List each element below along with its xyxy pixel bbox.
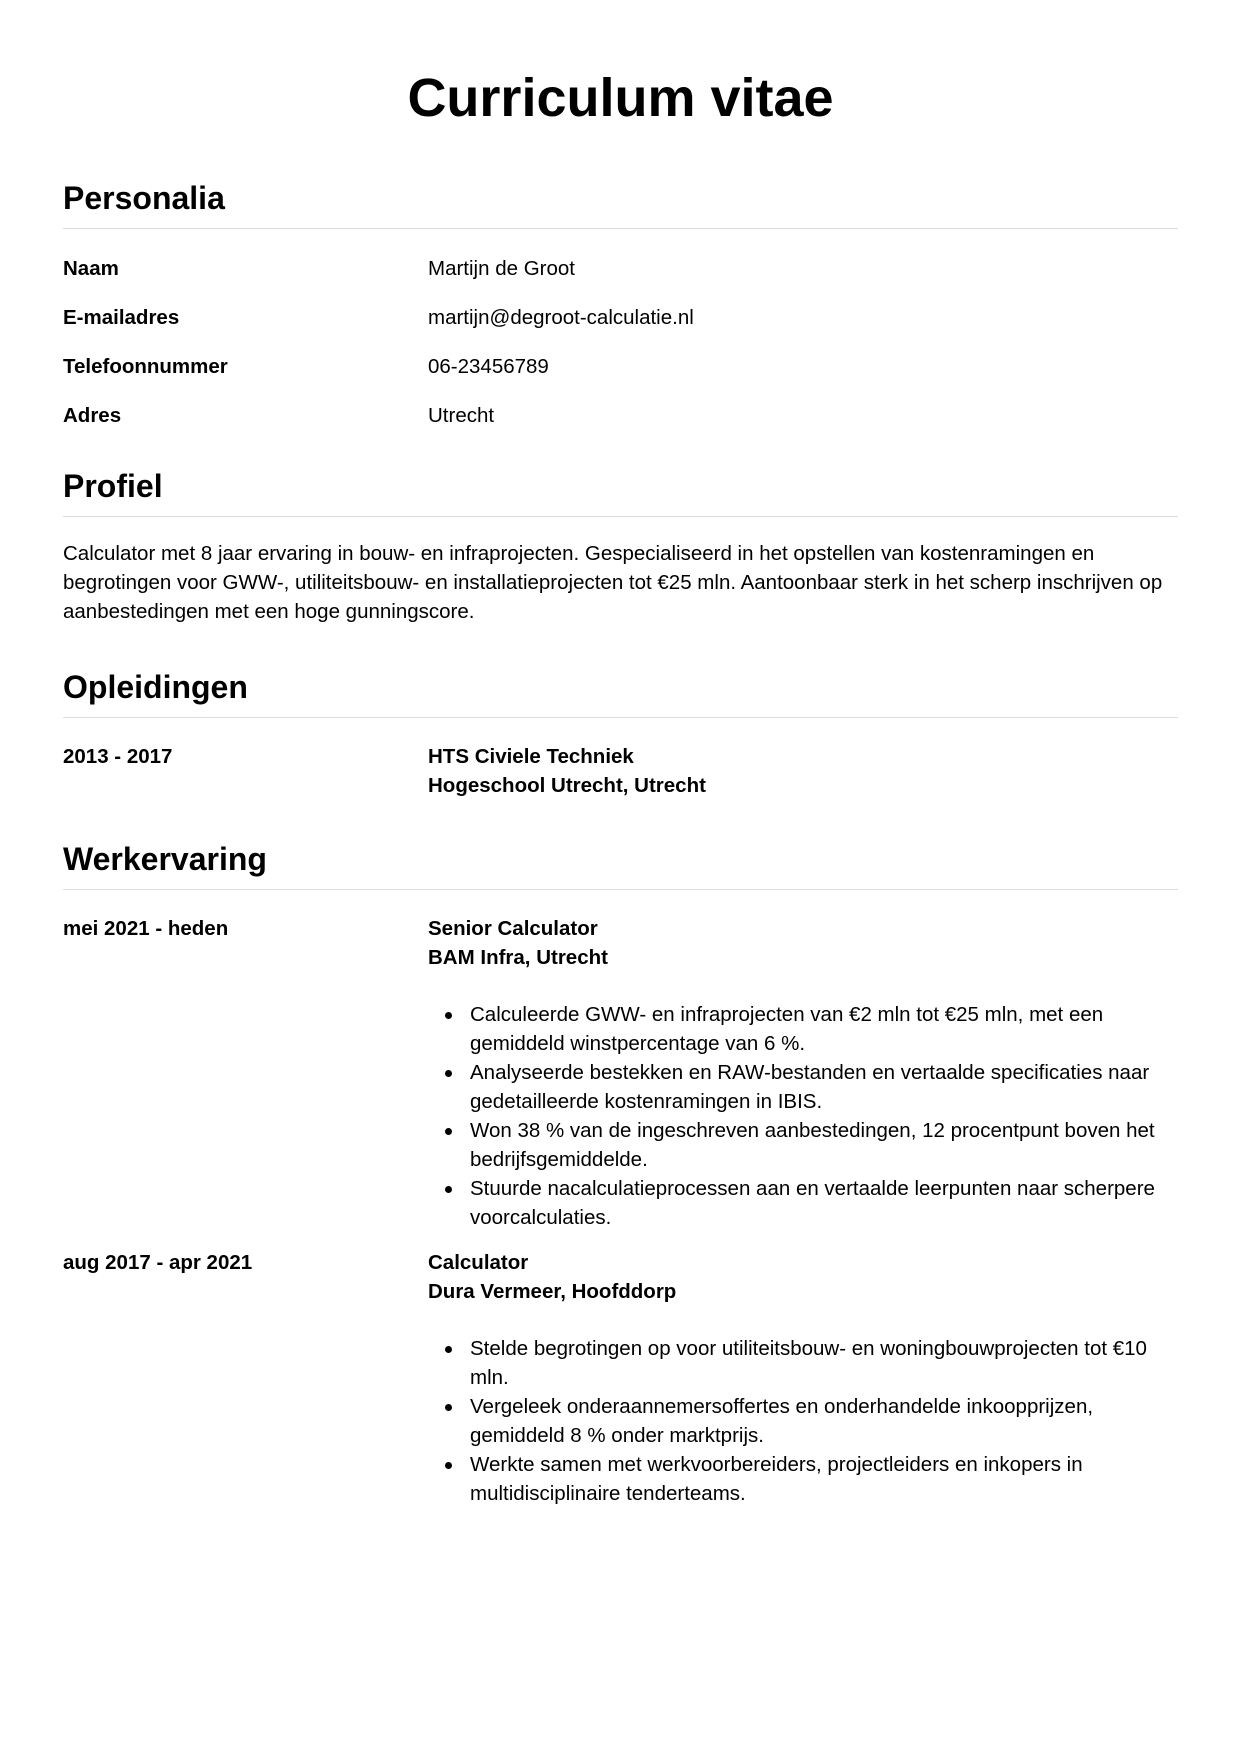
list-item xyxy=(428,1392,1178,1450)
section-heading-werkervaring: Werkervaring xyxy=(63,841,267,877)
bullet-dot-icon xyxy=(445,1070,452,1077)
job-entry xyxy=(63,1248,1178,1508)
field-row-address xyxy=(63,402,1178,430)
field-value-address: Utrecht xyxy=(428,404,495,427)
job-details xyxy=(428,1248,1178,1508)
bullet-text: Analyseerde bestekken en RAW-bestanden en vertaalde specificaties naar gedetailleerde kostenramingen in IBIS. xyxy=(470,1061,1150,1113)
personalia-fields xyxy=(63,255,1178,430)
bullet-dot-icon xyxy=(445,1012,452,1019)
field-row-email xyxy=(63,304,1178,332)
education-entry xyxy=(63,742,1178,800)
list-item xyxy=(428,1000,1178,1058)
section-divider xyxy=(63,889,1178,890)
section-heading-profiel: Profiel xyxy=(63,468,163,504)
field-row-phone xyxy=(63,353,1178,381)
field-value-email: martijn@degroot-calculatie.nl xyxy=(428,306,694,329)
bullet-dot-icon xyxy=(445,1346,452,1353)
list-item xyxy=(428,1334,1178,1392)
bullet-text: Vergeleek onderaannemersoffertes en onderhandelde inkoopprijzen, gemiddeld 8 % onder marktprijs. xyxy=(470,1395,1094,1447)
field-label: Telefoonnummer xyxy=(63,355,228,378)
document-title: Curriculum vitae xyxy=(407,68,834,128)
bullet-text: Werkte samen met werkvoorbereiders, projectleiders en inkopers in multidisciplinaire tenderteams. xyxy=(470,1453,1083,1505)
bullet-dot-icon xyxy=(445,1462,452,1469)
bullet-text: Stuurde nacalculatieprocessen aan en vertaalde leerpunten naar scherpere voorcalculaties. xyxy=(470,1177,1155,1229)
section-divider xyxy=(63,516,1178,517)
section-divider xyxy=(63,717,1178,718)
job-company: BAM Infra, Utrecht xyxy=(428,946,608,969)
field-row-naam xyxy=(63,255,1178,283)
section-heading-opleidingen: Opleidingen xyxy=(63,669,248,705)
bullet-dot-icon xyxy=(445,1186,452,1193)
list-item xyxy=(428,1450,1178,1508)
education-period: 2013 - 2017 xyxy=(63,745,173,768)
field-label: Naam xyxy=(63,257,119,280)
section-heading-personalia: Personalia xyxy=(63,180,225,216)
bullet-dot-icon xyxy=(445,1128,452,1135)
field-label: E-mailadres xyxy=(63,306,180,329)
field-label: Adres xyxy=(63,404,122,427)
bullet-text: Stelde begrotingen op voor utiliteitsbouw- en woningbouwprojecten tot €10 mln. xyxy=(470,1337,1147,1389)
education-institution: Hogeschool Utrecht, Utrecht xyxy=(428,774,706,797)
job-bullet-list xyxy=(428,1000,1178,1232)
job-company: Dura Vermeer, Hoofddorp xyxy=(428,1280,677,1303)
education-details xyxy=(428,742,1178,800)
field-value-name: Martijn de Groot xyxy=(428,257,575,280)
job-period: aug 2017 - apr 2021 xyxy=(63,1251,253,1274)
bullet-text: Won 38 % van de ingeschreven aanbestedingen, 12 procentpunt boven het bedrijfsgemiddelde. xyxy=(470,1119,1155,1171)
bullet-dot-icon xyxy=(445,1404,452,1411)
section-werkervaring xyxy=(63,839,1178,1508)
field-value-phone: 06-23456789 xyxy=(428,355,549,378)
bullet-text: Calculeerde GWW- en infraprojecten van €2 mln tot €25 mln, met een gemiddeld winstpercentage van 6 %. xyxy=(470,1003,1104,1055)
list-item xyxy=(428,1174,1178,1232)
job-title: Senior Calculator xyxy=(428,917,598,940)
section-profiel xyxy=(63,466,1178,626)
profile-summary: Calculator met 8 jaar ervaring in bouw- en infraprojecten. Gespecialiseerd in het opstellen van kostenramingen en begrotingen voor GWW-, utiliteitsbouw- en installatieprojecten tot €25 mln. Aantoonbaar sterk in het scherp inschrijven op aanbestedingen met een hoge gunningscore. xyxy=(63,542,1163,623)
job-bullet-list xyxy=(428,1334,1178,1508)
education-title: HTS Civiele Techniek xyxy=(428,745,634,768)
section-opleidingen xyxy=(63,667,1178,800)
job-period: mei 2021 - heden xyxy=(63,917,229,940)
list-item xyxy=(428,1058,1178,1116)
job-title: Calculator xyxy=(428,1251,529,1274)
section-personalia xyxy=(63,178,1178,430)
list-item xyxy=(428,1116,1178,1174)
section-divider xyxy=(63,228,1178,229)
job-details xyxy=(428,914,1178,1232)
job-entry xyxy=(63,914,1178,1232)
